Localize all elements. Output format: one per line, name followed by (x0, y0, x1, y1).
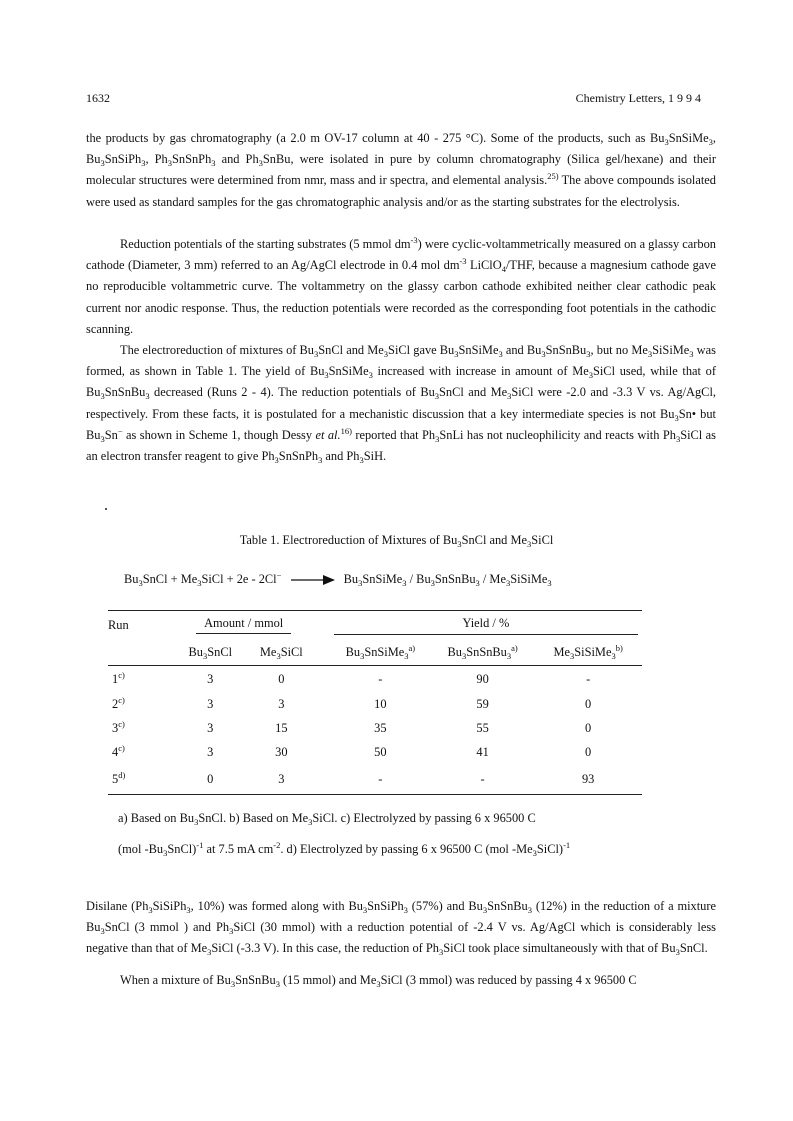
formula-bu3snsime3: $Bu_3SnSiMe_3$ (439, 343, 503, 359)
footnote-marker: d) (118, 769, 126, 780)
formula-bu3snsnbu3: $Bu_3SnSnBu_3$ (526, 343, 591, 359)
header-run: Run (108, 617, 129, 632)
cell-me3sicl: 30 (275, 745, 288, 759)
formula-bu3snsime3: $Bu_3SnSiMe_3$ (309, 364, 373, 381)
footnote-marker: c) (118, 669, 125, 680)
cell-yield-bu3snsnbu3: 59 (476, 697, 489, 711)
et-al: et al. (315, 427, 341, 442)
text-run: gave (410, 343, 440, 357)
cell-bu3sncl: 0 (207, 771, 214, 786)
text-run: . c) Electrolyzed by passing 6 x 96500 C (334, 811, 536, 825)
text-run: Disilane ( (86, 899, 136, 913)
reaction-equation (124, 572, 552, 587)
cell-spacer (315, 693, 330, 717)
equation-products: $Bu_3SnSiMe_3$ / $Bu_3SnSnBu_3$ / $Me_3SiSiMe_3$ (343, 572, 552, 588)
cell-yield-me3sisime3: 0 (585, 697, 592, 711)
cell-yield-bu3snsnbu3: - (480, 771, 485, 786)
text-run: , were isolated in pure by column chromatography (Silica gel/hexane) and their molecular structures were determined from nmr, mass and ir spectra, and elemental analysis. (86, 152, 716, 188)
text-run: (57%) and (407, 899, 469, 913)
footnote-marker: c) (118, 695, 125, 705)
reference-25: 25) (547, 171, 559, 182)
footnote-marker: a) (511, 642, 518, 653)
spacer (108, 640, 173, 666)
text-run: and (463, 385, 491, 400)
text-run: , (145, 152, 155, 167)
formula-bu3snsnbu3: $Bu_3SnSnBu_3$ (86, 385, 150, 402)
formula-bu3sncl: $Bu_3SnCl$ (661, 941, 705, 958)
text-run: as an electron transfer reagent to give (86, 427, 716, 464)
header-bu3snsnbu3 (431, 640, 534, 666)
cell-run: 3$^{c)}$ (112, 719, 125, 735)
cell-yield-me3sisime3: 0 (585, 721, 592, 735)
speck (105, 508, 107, 510)
table-row (108, 693, 642, 717)
reaction-arrow-icon (291, 575, 335, 585)
text-run: increased with increase in amount of (372, 364, 573, 379)
cell-yield-bu3snsime3: - (378, 771, 383, 786)
text-run: The electroreduction of mixtures of (120, 343, 300, 357)
table-row (108, 741, 642, 765)
formula-me3sicl: $Me_3SiCl$ (291, 811, 335, 827)
text-run: a) Based on (118, 811, 180, 825)
formula-bu3sncl: $Bu_3SnCl$ (188, 644, 233, 661)
cell-yield-bu3snsime3: 10 (374, 697, 387, 711)
table-body (108, 666, 642, 795)
text-run: the products by gas chromatography (a 2.0 m OV-17 column at 40 - 275 °C). Some of the products, such as (86, 131, 650, 145)
formula-bu3snsnbu3: $Bu_3SnSnBu_3$ (468, 899, 532, 915)
footnote-marker: a) (408, 642, 416, 653)
text-run: as shown in Scheme 1, though Dessy (122, 427, 316, 442)
formula-ph3sisiph3: $Ph_3SiSiPh_3$ (135, 899, 191, 915)
text-run: (30 mmol) with a reduction potential of -2.4 V vs. Ag/AgCl which is considerably less negative than that of (86, 920, 716, 956)
formula-ph3snli: $Ph_3SnLi$ (422, 427, 464, 444)
formula-me3sicl: $Me_3SiCl$ (572, 364, 616, 381)
header-bu3snsime3 (330, 640, 431, 666)
equation-reactants: $Bu_3SnCl$ + $Me_3SiCl + 2e - 2Cl^-$ (124, 570, 282, 588)
text-run: . d) Electrolyzed by passing 6 x 96500 C (mol - (280, 842, 517, 856)
page-number: 1632 (86, 91, 110, 105)
formula-bu3snsnbu3: $Bu_3SnSnBu_3$ (216, 973, 280, 989)
text-run: Reduction potentials of the starting substrates (5 mmol dm (120, 237, 411, 251)
text-run: /THF, because a magnesium cathode gave no reproducible voltammetric curve. The voltammetry on the glassy carbon cathode exhibited neither clear cathodic peak current nor anodic response. Thus, the reduction potentials were recorded as the corresponding foot potentials in the cathodic scanning. (86, 258, 716, 336)
cell-bu3sncl: 3 (207, 721, 214, 735)
table-row (108, 765, 642, 795)
text-run: When a mixture of (120, 973, 217, 987)
exponent: -3 (459, 256, 467, 267)
table-row (108, 666, 642, 693)
text-run: at 7.5 mA cm (203, 842, 274, 856)
paragraph-electroreduction (86, 340, 716, 467)
header-amount-label: Amount / mmol (196, 616, 291, 634)
formula-me3sicl: $Me_3SiCl$ (359, 973, 403, 989)
cell-me3sicl: 3 (278, 771, 285, 786)
text-run: (mol - (118, 842, 149, 856)
exponent: -1 (563, 840, 571, 850)
formula-bu3sncl: $Bu_3SnCl$ (179, 811, 224, 827)
text-run: ) (558, 842, 564, 856)
formula-bu3snsnbu3: $Bu_3SnSnBu_3$ (447, 644, 512, 661)
cell-run: 1$^{c)}$ (112, 669, 125, 686)
formula-ph3sicl: $Ph_3SiCl$ (425, 941, 466, 958)
exponent: -2 (273, 840, 281, 850)
header-me3sicl (248, 640, 315, 666)
text-run: . b) Based on (223, 811, 292, 825)
cell-yield-me3sisime3: 0 (585, 745, 592, 759)
formula-ph3snbu: $Ph_3SnBu$ (245, 152, 291, 169)
cell-me3sicl: 15 (275, 721, 288, 735)
cell-run: 4$^{c)}$ (112, 743, 125, 759)
reference-16: 16) (340, 425, 352, 436)
cell-run: 5$^{d)}$ (112, 769, 126, 786)
formula-ph3snsnph3: $Ph_3SnSnPh_3$ (154, 152, 216, 169)
text-run: The above compounds isolated were used as standard samples for the gas chromatographic analysis and/or as the starting substrates for the electrolysis. (86, 173, 717, 209)
text-run: has not nucleophilicity and reacts with (463, 427, 663, 442)
text-run: decreased (Runs 2 - 4). The reduction potentials of (149, 385, 421, 400)
paragraph-mixture-reduction (86, 970, 716, 991)
formula-bu3sn-radical: $Bu_3Sn$ (659, 406, 692, 423)
cell-yield-bu3snsnbu3: 41 (476, 745, 489, 759)
cell-spacer (315, 666, 330, 693)
text-run: and (502, 343, 527, 357)
table-caption-text: Table 1. Electroreduction of Mixtures of $Bu_3SnCl$ and $Me_3SiCl$ (239, 533, 554, 549)
text-run: (15 mmol) and (279, 973, 360, 987)
formula-bu3snsime3: $Bu_3SnSiMe_3$ (345, 644, 409, 661)
header-me3sisime3 (534, 640, 642, 666)
cell-yield-me3sisime3: - (586, 671, 591, 686)
formula-ph3sicl: $Ph_3SiCl$ (215, 920, 256, 937)
text-run: (3 mmol) was reduced by passing 4 x 96500 C (402, 973, 637, 987)
footnote-marker: c) (118, 719, 125, 729)
text-run: ) were cyclic-voltammetrically measured on a glassy carbon cathode (Diameter, 3 mm) referred to an Ag/AgCl electrode in 0.4 mol dm (86, 237, 716, 273)
text-run: , but no (590, 343, 632, 357)
text-run: LiClO (466, 258, 502, 273)
cell-me3sicl: 3 (278, 697, 285, 711)
table-footnotes (118, 807, 678, 860)
spacer (315, 640, 330, 666)
formula-ph3sih: $Ph_3SiH$ (346, 449, 384, 466)
formula-me3sisime3: $Me_3SiSiMe_3$ (631, 343, 694, 359)
footnote-line-1 (118, 807, 678, 829)
text-run: (-3.3 V). In this case, the reduction of (233, 941, 426, 956)
formula-me3sicl: $Me_3SiCl$ (259, 644, 303, 661)
formula-me3sisime3: $Me_3SiSiMe_3$ (553, 644, 616, 661)
cell-bu3sncl: 3 (207, 697, 214, 711)
text-run: was formed, as shown in Table 1. The yield of (86, 343, 716, 379)
table-row (108, 717, 642, 741)
text-run: (12%) in the reduction of a mixture (532, 899, 716, 913)
cell-yield-bu3snsime3: 50 (374, 745, 387, 759)
formula-me3sicl: $Me_3SiCl$ (367, 343, 411, 359)
text-run: . (704, 941, 708, 956)
footnote-marker: c) (118, 743, 125, 753)
formula-bu3sn-anion: $Bu_3Sn^-$ (86, 425, 123, 444)
cell-yield-me3sisime3: 93 (581, 771, 595, 786)
header-bu3sncl (173, 640, 248, 666)
formula-bu3snsiph3: $Bu_3SnSiPh_3$ (348, 899, 408, 915)
formula-bu3sncl: $Bu_3SnCl$ (148, 842, 193, 858)
formula-me3sicl: $Me_3SiCl$ (190, 941, 234, 958)
text-run: , 10%) was formed along with (190, 899, 349, 913)
formula-bu3snsiph3: $Bu_3SnSiPh_3$ (86, 152, 146, 169)
text-run: (3 mmol ) and (129, 920, 216, 935)
cell-yield-bu3snsnbu3: 55 (476, 721, 489, 735)
formula-ph3sicl: $Ph_3SiCl$ (662, 427, 703, 444)
text-run: and (343, 343, 368, 357)
cell-yield-bu3snsnbu3: 90 (476, 671, 489, 686)
cell-bu3sncl: 3 (207, 671, 214, 686)
cell-spacer (315, 741, 330, 765)
journal-running-head: Chemistry Letters, 1 9 9 4 (575, 91, 701, 105)
text-run: reported that (351, 427, 423, 442)
subscript: 4 (501, 264, 506, 275)
cell-yield-bu3snsime3: 35 (374, 721, 387, 735)
text-run: . (383, 449, 387, 464)
formula-bu3sncl: $Bu_3SnCl$ (299, 343, 344, 359)
text-run: and (322, 449, 347, 464)
cell-spacer (315, 765, 330, 795)
text-run: ) (192, 842, 197, 856)
paragraph-reduction-potentials (86, 234, 716, 340)
table-caption (0, 533, 793, 548)
formula-me3sicl: $Me_3SiCl$ (490, 385, 534, 402)
text-run: • but (691, 406, 716, 421)
text-run: used, while that of (615, 364, 717, 379)
header-yield (330, 611, 642, 640)
header-yield-label: Yield / % (334, 616, 638, 635)
text-run: and (215, 152, 246, 167)
cell-me3sicl: 0 (278, 671, 285, 686)
results-table (108, 610, 642, 795)
cell-run: 2$^{c)}$ (112, 695, 125, 711)
header-amount (173, 611, 315, 640)
text-run: were -2.0 and -3.3 V vs. Ag/AgCl, respectively. From these facts, it is postulated for a mechanistic discussion that a key intermediate species is not (86, 385, 716, 421)
spacer (315, 611, 330, 640)
exponent: -3 (410, 235, 418, 245)
cell-bu3sncl: 3 (207, 745, 214, 759)
formula-bu3snsime3: $Bu_3SnSiMe_3$ (649, 131, 713, 147)
footnote-line-2 (118, 838, 678, 860)
cell-spacer (315, 717, 330, 741)
formula-me3sicl: $Me_3SiCl$ (516, 842, 559, 858)
formula-ph3snsnph3: $Ph_3SnSnPh_3$ (261, 449, 323, 466)
formula-bu3sncl: $Bu_3SnCl$ (86, 920, 130, 937)
text-run: took place simultaneously with that of (465, 941, 662, 956)
paragraph-products (86, 128, 716, 213)
exponent: -1 (196, 840, 204, 850)
paragraph-disilane (86, 896, 716, 960)
cell-yield-bu3snsime3: - (378, 671, 383, 686)
formula-bu3sncl: $Bu_3SnCl$ (420, 385, 464, 402)
text-run: , (712, 131, 716, 145)
footnote-marker: b) (615, 642, 623, 653)
